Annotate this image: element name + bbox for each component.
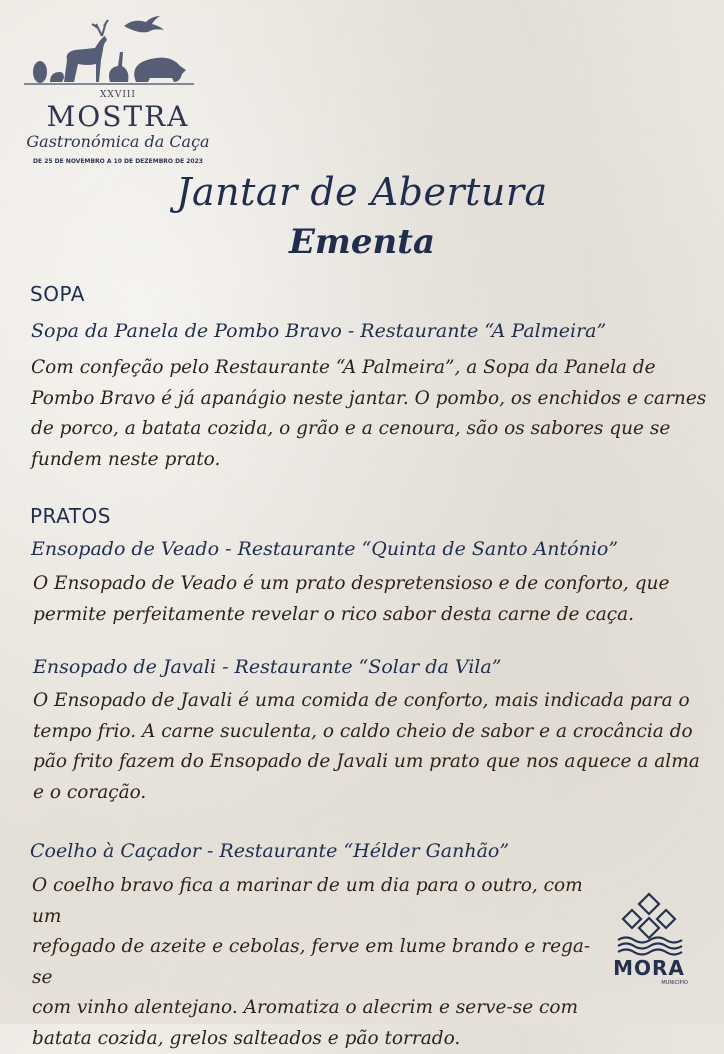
- description-line: permite perfeitamente revelar o rico sabor desta carne de caça.: [33, 600, 713, 631]
- mora-municipal-logo: [604, 888, 694, 998]
- event-logo: [18, 8, 208, 168]
- event-dates: DE 25 DE NOVEMBRO A 10 DE DEZEMBRO DE 2023: [18, 158, 218, 165]
- dish-title-veado: Ensopado de Veado - Restaurante “Quinta de Santo António”: [31, 538, 618, 560]
- description-line: fundem neste prato.: [31, 445, 711, 476]
- dish-description-veado: [33, 569, 713, 630]
- description-line: refogado de azeite e cebolas, ferve em lume brando e rega-se: [32, 932, 602, 993]
- dish-description-sopa: [31, 353, 711, 475]
- game-animals-illustration-icon: [24, 12, 194, 90]
- dish-title-coelho: Coelho à Caçador - Restaurante “Hélder Ganhão”: [30, 840, 509, 862]
- event-name: MOSTRA: [18, 100, 218, 133]
- description-line: batata cozida, grelos salteados e pão torrado.: [32, 1024, 602, 1054]
- edition-number: XXVIII: [18, 90, 218, 100]
- mora-logo-name: MORA: [604, 956, 694, 980]
- description-line: Com confeção pelo Restaurante “A Palmeira”, a Sopa da Panela de: [31, 353, 711, 384]
- section-heading-pratos: PRATOS: [30, 504, 111, 528]
- description-line: O coelho bravo fica a marinar de um dia para o outro, com um: [32, 871, 602, 932]
- description-line: O Ensopado de Javali é uma comida de conforto, mais indicada para o: [33, 686, 713, 717]
- mora-municipal-emblem-icon: [604, 888, 694, 956]
- page-title: Jantar de Abertura: [0, 170, 724, 214]
- dish-title-sopa: Sopa da Panela de Pombo Bravo - Restaurante “A Palmeira”: [31, 320, 606, 342]
- description-line: tempo frio. A carne suculenta, o caldo cheio de sabor e a crocância do: [33, 717, 713, 748]
- dish-title-javali: Ensopado de Javali - Restaurante “Solar da Vila”: [33, 656, 501, 678]
- dish-description-javali: [33, 686, 713, 808]
- page-subtitle: Ementa: [0, 222, 724, 262]
- description-line: e o coração.: [33, 778, 713, 809]
- event-subtitle: Gastronómica da Caça: [18, 132, 218, 151]
- description-line: Pombo Bravo é já apanágio neste jantar. O pombo, os enchidos e carnes: [31, 384, 711, 415]
- mora-logo-subtitle: MUNICÍPIO: [638, 980, 688, 986]
- description-line: O Ensopado de Veado é um prato despretensioso e de conforto, que: [33, 569, 713, 600]
- description-line: pão frito fazem do Ensopado de Javali um prato que nos aquece a alma: [33, 747, 713, 778]
- section-heading-sopa: SOPA: [30, 282, 85, 306]
- description-line: com vinho alentejano. Aromatiza o alecrim e serve-se com: [32, 993, 602, 1024]
- description-line: de porco, a batata cozida, o grão e a cenoura, são os sabores que se: [31, 414, 711, 445]
- dish-description-coelho: [32, 871, 602, 1054]
